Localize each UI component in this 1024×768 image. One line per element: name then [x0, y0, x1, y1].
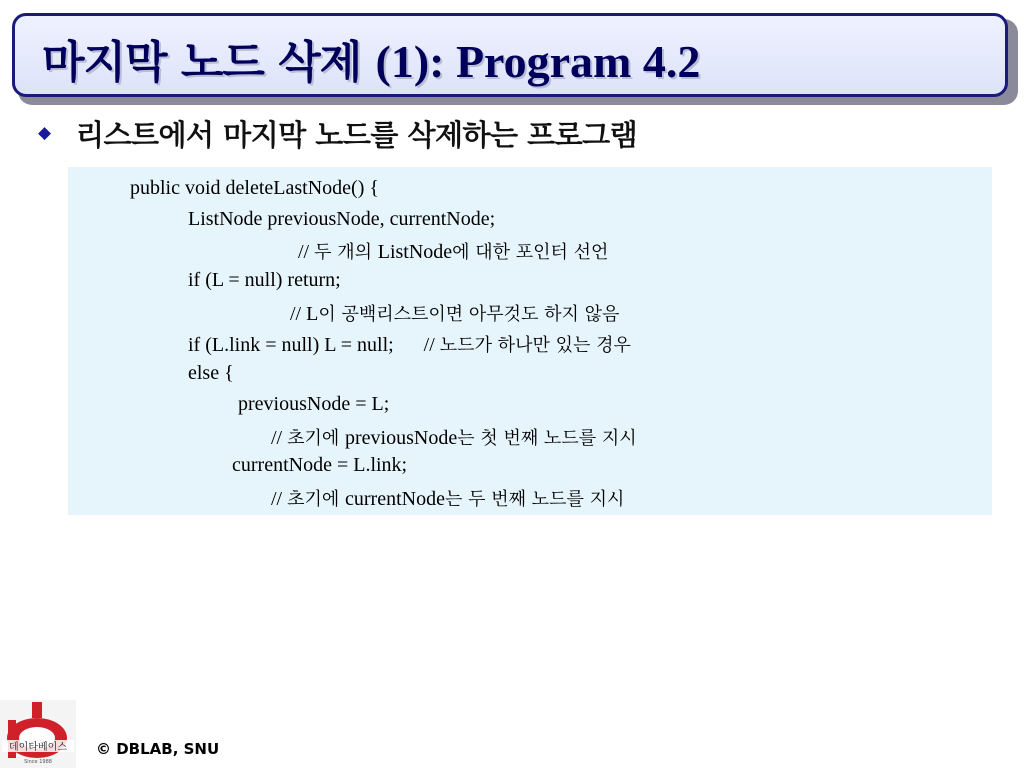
code-comment-line: // 두 개의 ListNode에 대한 포인터 선언 — [298, 241, 609, 263]
code-comment-line: // 초기에 currentNode는 두 번째 노드를 지시 — [271, 488, 625, 510]
code-line: ListNode previousNode, currentNode; — [188, 208, 496, 230]
code-comment-line: // L이 공백리스트이면 아무것도 하지 않음 — [290, 303, 620, 325]
diamond-bullet-icon: ◆ — [38, 123, 52, 143]
slide-title-latin: (1): Program 4.2 — [375, 36, 701, 87]
code-line: if (L = null) return; — [188, 269, 341, 291]
footer-copyright: © DBLAB, SNU — [96, 740, 220, 758]
code-line: previousNode = L; — [238, 393, 390, 415]
code-line: public void deleteLastNode() { — [130, 177, 379, 199]
code-line: currentNode = L.link; — [232, 454, 408, 476]
bullet-text: 리스트에서 마지막 노드를 삭제하는 프로그램 — [76, 118, 638, 152]
slide-title-korean: 마지막 노드 삭제 — [42, 37, 362, 88]
svg-text:데이타베이스: 데이타베이스 — [9, 742, 67, 753]
svg-text:Since 1988: Since 1988 — [24, 759, 52, 765]
slide-title — [42, 26, 700, 90]
code-comment-line: // 초기에 previousNode는 첫 번째 노드를 지시 — [271, 427, 637, 449]
dblab-logo — [0, 700, 76, 768]
code-line: if (L.link = null) L = null; // 노드가 하나만 있는 경우 — [188, 334, 631, 356]
code-block — [68, 167, 992, 515]
code-line: else { — [188, 362, 234, 384]
